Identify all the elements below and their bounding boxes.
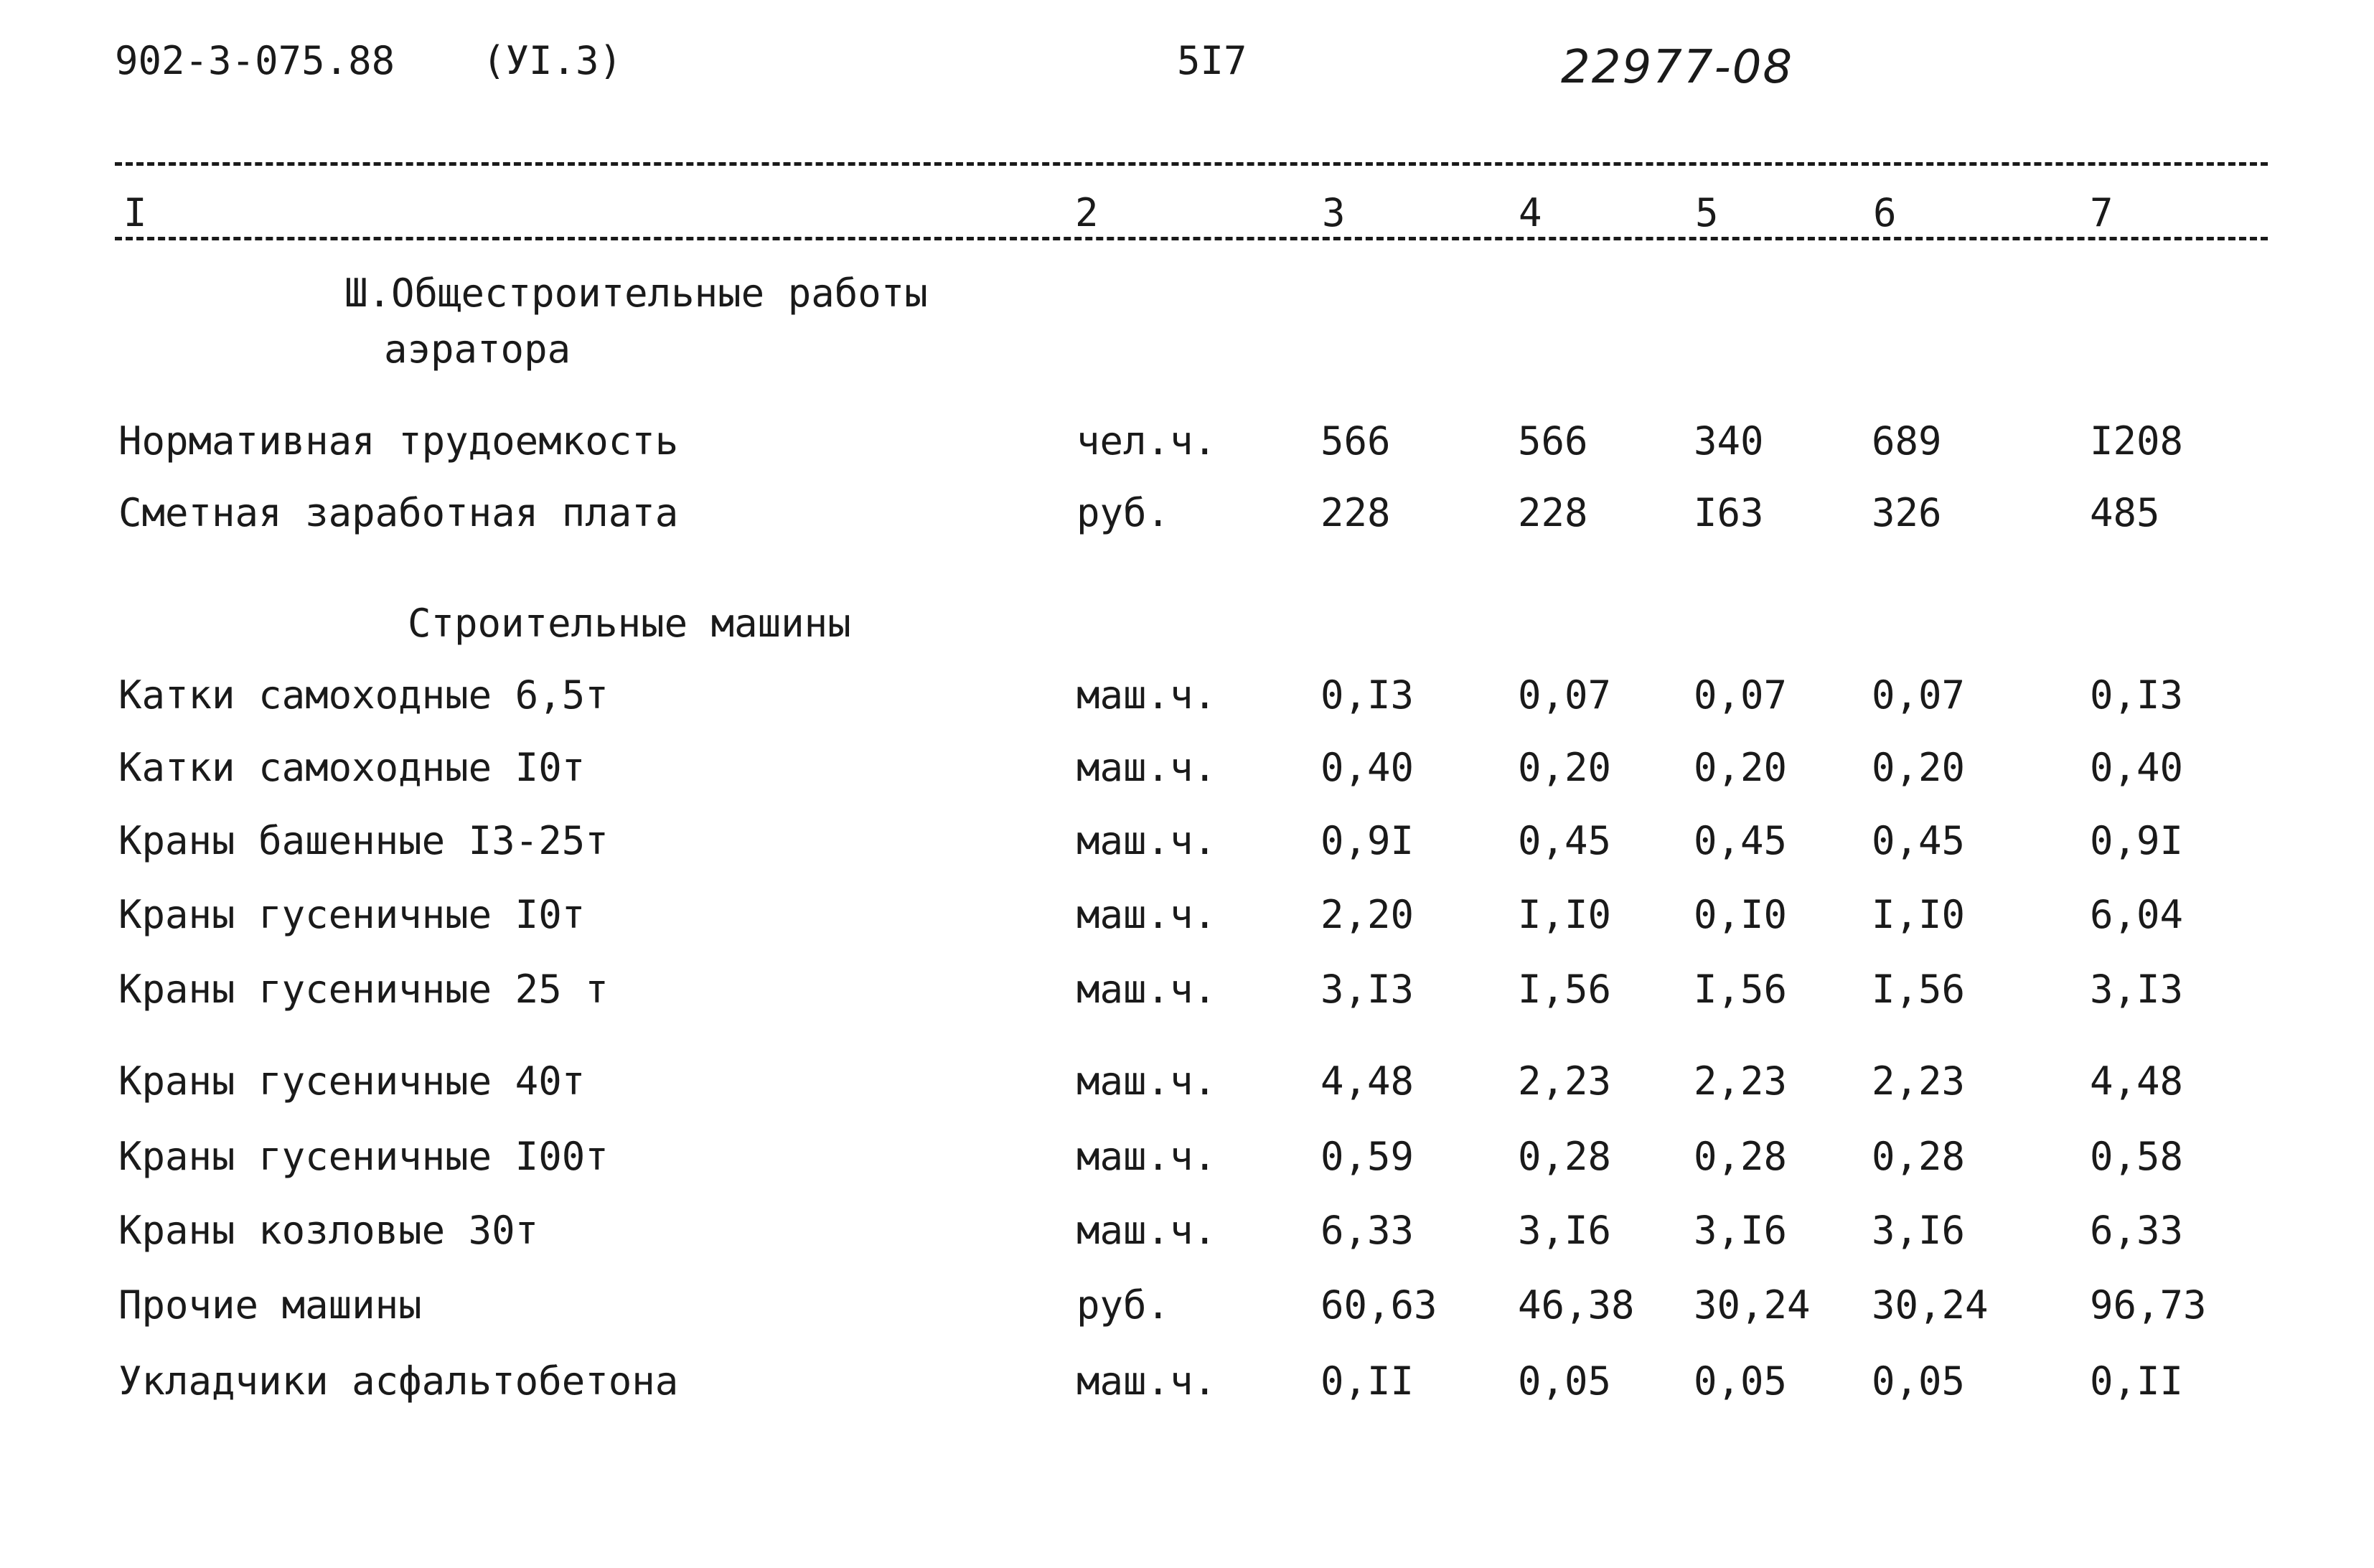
row-value-col6: 0,07 bbox=[1872, 672, 1966, 718]
row-value-col6: I,56 bbox=[1872, 967, 1966, 1012]
machines-subtitle: Строительные машины bbox=[408, 601, 851, 646]
row-name: Краны башенные I3-25т bbox=[118, 818, 609, 863]
row-value-col6: 30,24 bbox=[1872, 1282, 1989, 1328]
row-value-col7: 0,9I bbox=[2090, 818, 2184, 863]
row-value-col3: 0,40 bbox=[1320, 745, 1414, 790]
row-value-col3: 4,48 bbox=[1320, 1058, 1414, 1104]
row-value-col7: 6,04 bbox=[2090, 892, 2184, 937]
row-value-col6: 2,23 bbox=[1872, 1058, 1966, 1104]
row-value-col7: 0,58 bbox=[2090, 1134, 2184, 1179]
section-title-line-2: аэратора bbox=[384, 327, 571, 372]
column-number-3: 3 bbox=[1318, 194, 1350, 233]
row-value-col4: I,56 bbox=[1518, 967, 1612, 1012]
row-value-col6: 689 bbox=[1872, 418, 1942, 464]
row-value-col5: 0,45 bbox=[1694, 818, 1788, 863]
row-name: Сметная заработная плата bbox=[118, 490, 679, 535]
row-value-col6: 3,I6 bbox=[1872, 1208, 1966, 1253]
row-value-col6: 0,20 bbox=[1872, 745, 1966, 790]
row-value-col3: 228 bbox=[1320, 490, 1391, 535]
row-value-col4: 2,23 bbox=[1518, 1058, 1612, 1104]
row-value-col3: 3,I3 bbox=[1320, 967, 1414, 1012]
row-value-col3: 566 bbox=[1320, 418, 1391, 464]
row-value-col7: I208 bbox=[2090, 418, 2184, 464]
row-value-col4: 566 bbox=[1518, 418, 1588, 464]
row-unit: маш.ч. bbox=[1076, 892, 1217, 937]
row-value-col5: 0,07 bbox=[1694, 672, 1788, 718]
row-value-col5: 3,I6 bbox=[1694, 1208, 1788, 1253]
row-unit: маш.ч. bbox=[1076, 1358, 1217, 1404]
row-value-col7: 6,33 bbox=[2090, 1208, 2184, 1253]
row-value-col4: 0,45 bbox=[1518, 818, 1612, 863]
row-name: Укладчики асфальтобетона bbox=[118, 1358, 679, 1404]
row-value-col3: 2,20 bbox=[1320, 892, 1414, 937]
page-number: 5I7 bbox=[1177, 38, 1247, 83]
column-number-5: 5 bbox=[1691, 194, 1723, 233]
column-number-2: 2 bbox=[1071, 194, 1103, 233]
row-value-col4: I,I0 bbox=[1518, 892, 1612, 937]
row-value-col7: 96,73 bbox=[2090, 1282, 2207, 1328]
row-value-col3: 0,II bbox=[1320, 1358, 1414, 1404]
document-code: 902-3-075.88 bbox=[115, 38, 395, 83]
row-name: Катки самоходные 6,5т bbox=[118, 672, 609, 718]
row-value-col5: 0,05 bbox=[1694, 1358, 1788, 1404]
section-title-line-1: Ш.Общестроительные работы bbox=[344, 271, 928, 316]
row-name: Краны козловые 30т bbox=[118, 1208, 539, 1253]
row-value-col3: 0,I3 bbox=[1320, 672, 1414, 718]
row-value-col6: 0,45 bbox=[1872, 818, 1966, 863]
row-value-col7: 0,I3 bbox=[2090, 672, 2184, 718]
row-value-col5: 30,24 bbox=[1694, 1282, 1811, 1328]
row-value-col5: I63 bbox=[1694, 490, 1764, 535]
row-value-col6: 326 bbox=[1872, 490, 1942, 535]
column-number-6: 6 bbox=[1869, 194, 1901, 233]
column-number-4: 4 bbox=[1514, 194, 1547, 233]
section-reference: (УI.3) bbox=[482, 38, 623, 83]
row-unit: маш.ч. bbox=[1076, 1134, 1217, 1179]
row-value-col7: 0,40 bbox=[2090, 745, 2184, 790]
row-name: Краны гусеничные I0т bbox=[118, 892, 586, 937]
row-value-col4: 3,I6 bbox=[1518, 1208, 1612, 1253]
row-name: Катки самоходные I0т bbox=[118, 745, 586, 790]
row-value-col5: 340 bbox=[1694, 418, 1764, 464]
row-value-col7: 4,48 bbox=[2090, 1058, 2184, 1104]
top-dashed-rule bbox=[115, 162, 2268, 166]
row-unit: маш.ч. bbox=[1076, 1058, 1217, 1104]
row-unit: руб. bbox=[1076, 490, 1170, 535]
row-value-col4: 0,05 bbox=[1518, 1358, 1612, 1404]
row-value-col3: 6,33 bbox=[1320, 1208, 1414, 1253]
row-unit: чел.ч. bbox=[1076, 418, 1217, 464]
row-value-col4: 228 bbox=[1518, 490, 1588, 535]
row-unit: руб. bbox=[1076, 1282, 1170, 1328]
row-name: Краны гусеничные 40т bbox=[118, 1058, 586, 1104]
column-header-dashed-rule bbox=[115, 237, 2268, 240]
row-value-col7: 3,I3 bbox=[2090, 967, 2184, 1012]
row-value-col5: 0,28 bbox=[1694, 1134, 1788, 1179]
column-number-7: 7 bbox=[2086, 194, 2118, 233]
row-value-col3: 0,9I bbox=[1320, 818, 1414, 863]
row-value-col3: 0,59 bbox=[1320, 1134, 1414, 1179]
row-value-col4: 0,07 bbox=[1518, 672, 1612, 718]
row-value-col6: 0,05 bbox=[1872, 1358, 1966, 1404]
row-value-col4: 46,38 bbox=[1518, 1282, 1635, 1328]
row-value-col5: 2,23 bbox=[1694, 1058, 1788, 1104]
row-value-col3: 60,63 bbox=[1320, 1282, 1437, 1328]
row-value-col4: 0,20 bbox=[1518, 745, 1612, 790]
row-name: Краны гусеничные 25 т bbox=[118, 967, 609, 1012]
row-unit: маш.ч. bbox=[1076, 672, 1217, 718]
row-name: Нормативная трудоемкость bbox=[118, 418, 679, 464]
row-value-col4: 0,28 bbox=[1518, 1134, 1612, 1179]
row-value-col7: 485 bbox=[2090, 490, 2160, 535]
row-unit: маш.ч. bbox=[1076, 818, 1217, 863]
row-value-col5: 0,20 bbox=[1694, 745, 1788, 790]
row-name: Краны гусеничные I00т bbox=[118, 1134, 609, 1179]
row-value-col7: 0,II bbox=[2090, 1358, 2184, 1404]
inventory-number: 22977-08 bbox=[1561, 41, 1794, 94]
row-value-col5: I,56 bbox=[1694, 967, 1788, 1012]
row-value-col6: I,I0 bbox=[1872, 892, 1966, 937]
row-value-col6: 0,28 bbox=[1872, 1134, 1966, 1179]
row-value-col5: 0,I0 bbox=[1694, 892, 1788, 937]
row-unit: маш.ч. bbox=[1076, 745, 1217, 790]
column-number-1: I bbox=[119, 194, 151, 233]
row-unit: маш.ч. bbox=[1076, 967, 1217, 1012]
row-name: Прочие машины bbox=[118, 1282, 422, 1328]
row-unit: маш.ч. bbox=[1076, 1208, 1217, 1253]
